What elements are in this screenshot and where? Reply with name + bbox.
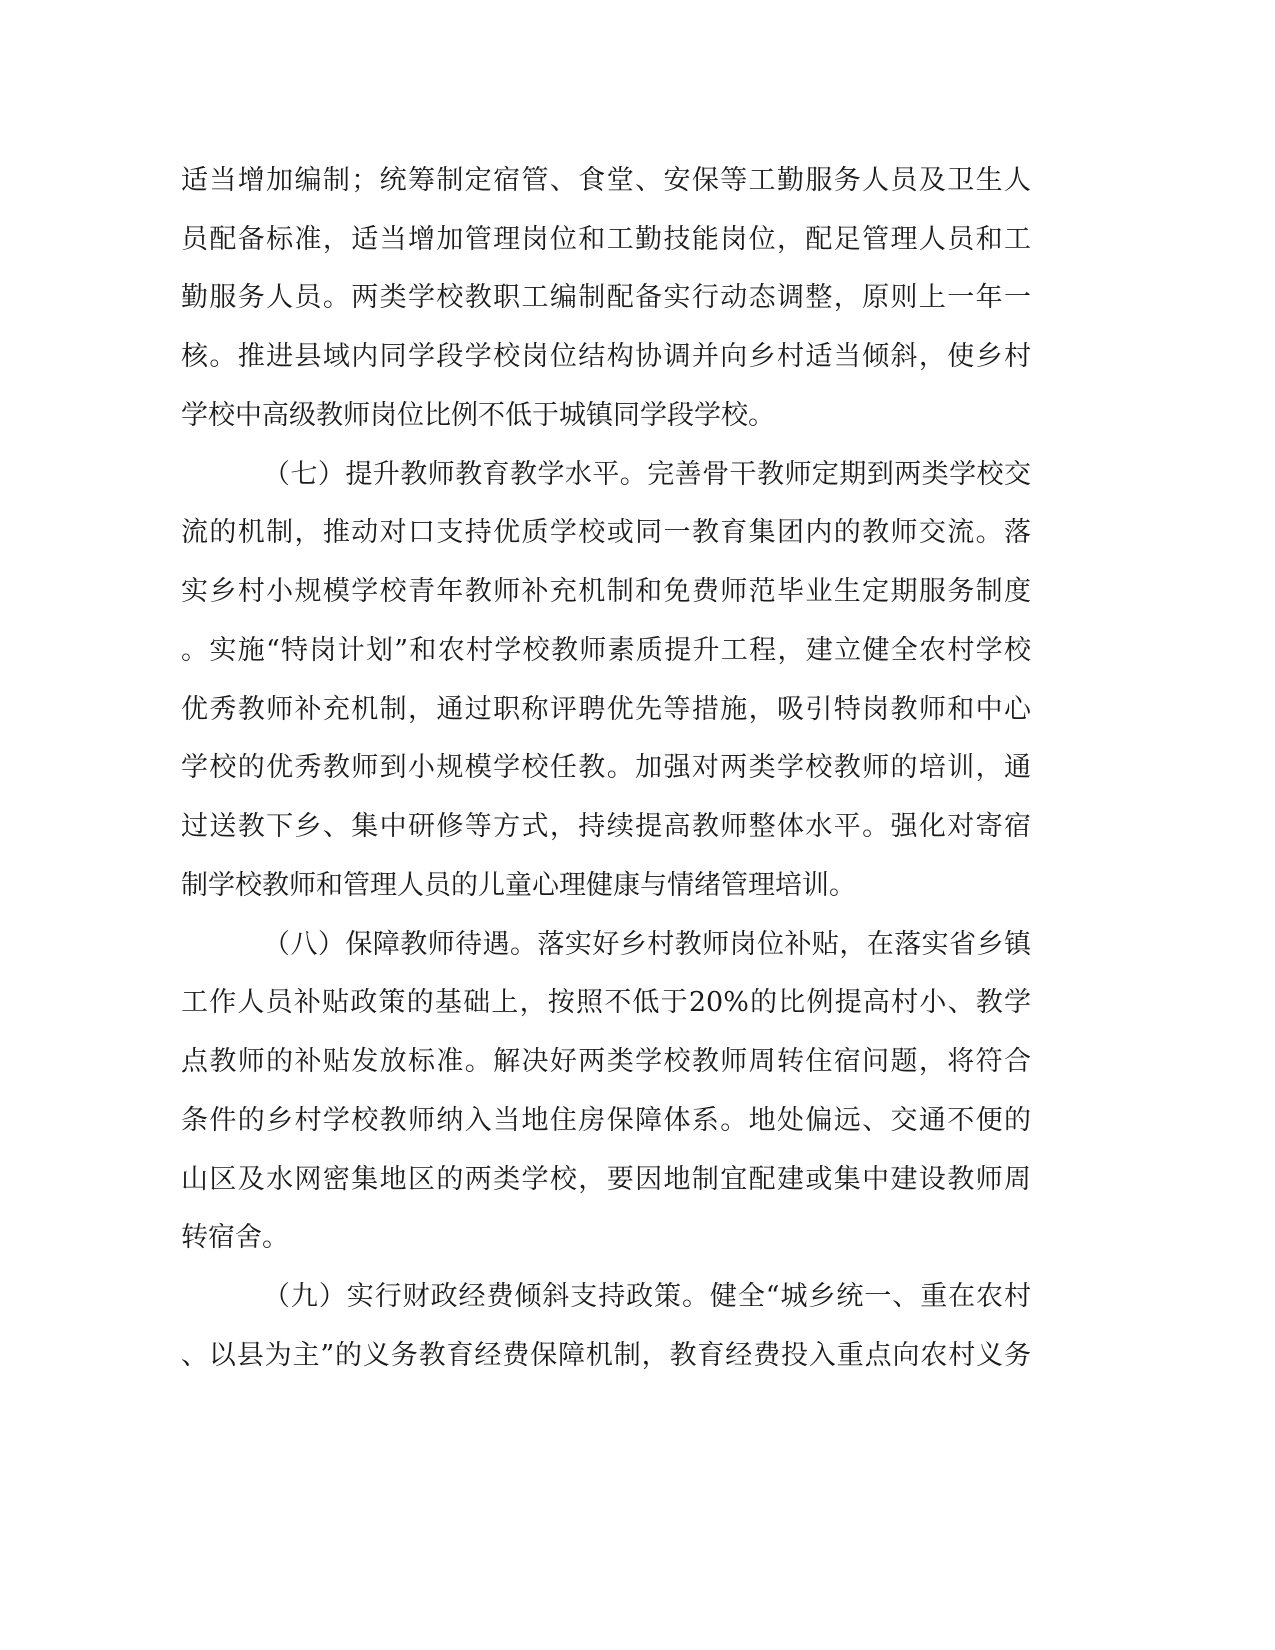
text-line: 学校的优秀教师到小规模学校任教。加强对两类学校教师的培训，通 [181, 752, 1031, 783]
text-line: 过送教下乡、集中研修等方式，持续提高教师整体水平。强化对寄宿 [181, 811, 1031, 842]
text-line: 实乡村小规模学校青年教师补充机制和免费师范毕业生定期服务制度 [181, 576, 1031, 607]
text-line: 。实施“特岗计划”和农村学校教师素质提升工程，建立健全农村学校 [181, 635, 1031, 666]
text-line: 优秀教师补充机制，通过职称评聘优先等措施，吸引特岗教师和中心 [181, 694, 1031, 725]
text-line: 点教师的补贴发放标准。解决好两类学校教师周转住宿问题，将符合 [181, 1046, 1031, 1077]
text-line: 核。推进县域内同学段学校岗位结构协调并向乡村适当倾斜，使乡村 [181, 341, 1031, 372]
text-line: 、以县为主”的义务教育经费保障机制，教育经费投入重点向农村义务 [181, 1340, 1031, 1371]
text-line: 制学校教师和管理人员的儿童心理健康与情绪管理培训。 [181, 870, 856, 901]
paragraph-first-line: （九）实行财政经费倾斜支持政策。健全“城乡统一、重在农村 [263, 1281, 1031, 1312]
text-line: 员配备标准，适当增加管理岗位和工勤技能岗位，配足管理人员和工 [181, 224, 1031, 255]
text-line: 山区及水网密集地区的两类学校，要因地制宜配建或集中建设教师周 [181, 1164, 1031, 1195]
text-line: 工作人员补贴政策的基础上，按照不低于20%的比例提高村小、教学 [181, 987, 1031, 1018]
text-line: 条件的乡村学校教师纳入当地住房保障体系。地处偏远、交通不便的 [181, 1105, 1031, 1136]
paragraph-first-line: （七）提升教师教育教学水平。完善骨干教师定期到两类学校交 [263, 459, 1031, 490]
text-line: 转宿舍。 [181, 1222, 289, 1253]
text-line: 勤服务人员。两类学校教职工编制配备实行动态调整，原则上一年一 [181, 282, 1031, 313]
paragraph-first-line: （八）保障教师待遇。落实好乡村教师岗位补贴，在落实省乡镇 [263, 929, 1031, 960]
text-line: 适当增加编制；统筹制定宿管、食堂、安保等工勤服务人员及卫生人 [181, 165, 1031, 196]
text-line: 流的机制，推动对口支持优质学校或同一教育集团内的教师交流。落 [181, 517, 1031, 548]
text-line: 学校中高级教师岗位比例不低于城镇同学段学校。 [181, 400, 775, 431]
